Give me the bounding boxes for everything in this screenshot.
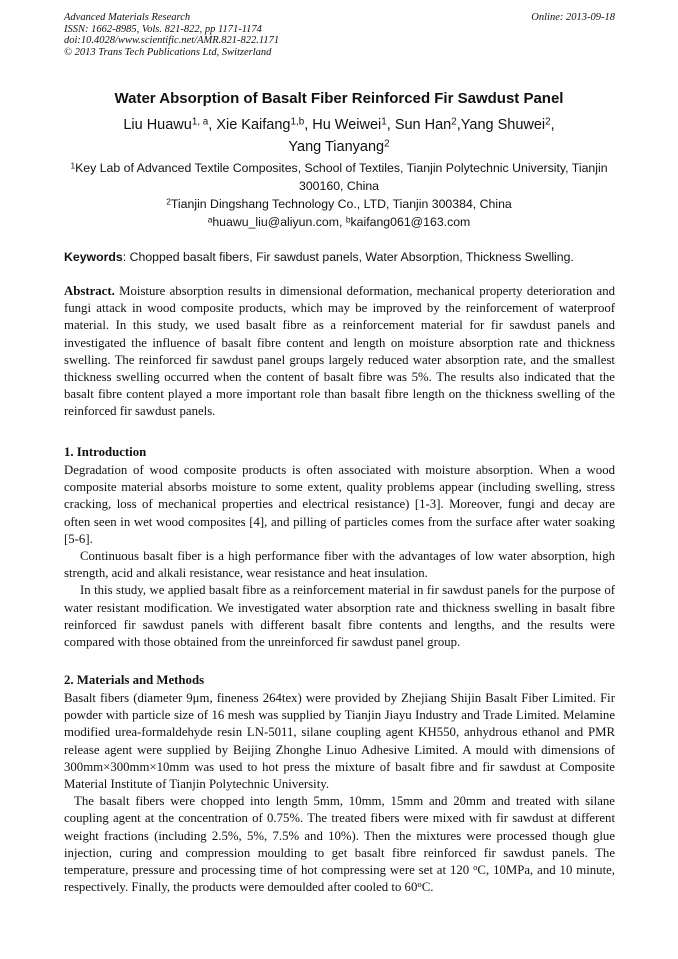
author-affil-mark: 1,b bbox=[290, 116, 305, 128]
affil-mark: 2 bbox=[166, 196, 171, 207]
email-line bbox=[60, 213, 618, 231]
journal-header bbox=[64, 12, 279, 58]
keywords-text: : Chopped basalt fibers, Fir sawdust panels, Water Absorption, Thickness Swelling. bbox=[122, 250, 574, 264]
author-affil-mark: 2 bbox=[545, 116, 551, 128]
paragraph: Basalt fibers (diameter 9μm, fineness 264tex) were provided by Zhejiang Shijin Basalt Fiber Limited. Fir powder with particle size of 16 mesh was supplied by Tianjin Jiayu Industry and Trade Limited. Melamine modified urea-formaldehyde resin LN-5011, silane coupling agent KH550, anhydrous ethanol and PMR release agent were supplied by Beijing Zhonghe Linuo Adhesive Limited. A mould with dimensions of 300mm×300mm×10mm was used to hot press the mixture of basalt fibre and fir sawdust at Composite Material Institute of Tianjin Polytechnic University. bbox=[64, 691, 615, 792]
author-affil-mark: 1, a bbox=[191, 116, 209, 128]
paragraph bbox=[64, 793, 615, 896]
affiliations bbox=[60, 159, 618, 231]
author-separator: , bbox=[550, 117, 555, 133]
affiliation-1 bbox=[60, 159, 618, 195]
email-b: kaifang061@163.com bbox=[350, 215, 471, 229]
paragraph-text: C, 10MPa, and 10 minute, respectively. Finally, the products were demoulded after cooled to 60 bbox=[64, 863, 615, 895]
author-list bbox=[40, 114, 638, 158]
abstract-text: Moisture absorption results in dimensional deformation, mechanical property deterioration and fungi attack in wood composite products, which may be improved by the reinforcement of waterproof material. In this study, we used basalt fibre as a reinforcement material for fir sawdust panels and investigated the influence of basalt fibre content and length on moisture absorption rate and thickness swelling. The reinforced fir sawdust panel groups largely reduced water absorption rate, and the smallest thickness swelling occurred when the content of basalt fibre was 5%. The results also indicated that the basalt fibre content played a more important role than basalt fibre length on the thickness swelling of the reinforced fir sawdust panels. bbox=[64, 284, 615, 419]
paragraph: Continuous basalt fiber is a high performance fiber with the advantages of low water absorption, high strength, acid and alkali resistance, wear resistance and heat insulation. bbox=[64, 549, 615, 581]
affil-text: Tianjin Dingshang Technology Co., LTD, Tianjin 300384, China bbox=[170, 197, 512, 211]
paragraph-text: The basalt fibers were chopped into length 5mm, 10mm, 15mm and 20mm and treated with silane coupling agent at the concentration of 0.75%. The treated fibers were mixed with fir sawdust at different weight fractions (including 2.5%, 5%, 7.5% and 10%). Then the mixtures were processed though glue injection, curing and compression moulding to get basalt fibre reinforced fir sawdust panels. The temperature, pressure and processing time of hot compressing were set at 120 bbox=[64, 794, 615, 878]
email-mark: b bbox=[345, 214, 351, 225]
abstract bbox=[64, 283, 615, 421]
methods-body bbox=[64, 690, 615, 896]
paragraph-text: C. bbox=[421, 880, 434, 895]
author-name: , Xie Kaifang bbox=[208, 117, 291, 133]
keywords bbox=[64, 248, 616, 266]
author-name: , Hu Weiwei bbox=[304, 117, 382, 133]
degree-mark: o bbox=[473, 862, 478, 873]
affiliation-2 bbox=[60, 195, 618, 213]
paragraph: In this study, we applied basalt fibre as a reinforcement material in fir sawdust panels for the purpose of water resistant modification. We investigated water absorption rate and thickness swelling in basalt fibre reinforced fir sawdust panels with different basalt fibre contents and lengths, and the results were compared with those obtained from the unreinforced fir sawdust panel group. bbox=[64, 583, 615, 650]
section-heading-introduction: 1. Introduction bbox=[64, 445, 147, 459]
doi-line: doi:10.4028/www.scientific.net/AMR.821-822.1171 bbox=[64, 35, 280, 46]
issn-line: ISSN: 1662-8985, Vols. 821-822, pp 1171-1174 bbox=[64, 23, 262, 35]
section-heading-materials-methods: 2. Materials and Methods bbox=[64, 673, 205, 687]
paper-title: Water Absorption of Basalt Fiber Reinforced Fir Sawdust Panel bbox=[114, 90, 564, 107]
paragraph: Degradation of wood composite products is often associated with moisture absorption. When a wood composite material absorbs moisture to some extent, quality problems appear (including swelling, stress cracking, loss of mechanical properties and electrical resistance) [1-3]. Moreover, fungi and decay are often seen in wet wood composites [4], and pilling of particles comes from the surface after water soaking [5-6]. bbox=[64, 463, 615, 546]
online-date: Online: 2013-09-18 bbox=[531, 12, 615, 23]
author-name: Liu Huawu bbox=[123, 117, 192, 133]
author-name: , Sun Han bbox=[386, 117, 452, 133]
author-affil-mark: 2 bbox=[451, 116, 457, 128]
introduction-body bbox=[64, 462, 615, 651]
abstract-label: Abstract. bbox=[64, 284, 115, 298]
keywords-label: Keywords bbox=[64, 250, 123, 264]
copyright-line: © 2013 Trans Tech Publications Ltd, Switzerland bbox=[64, 46, 272, 58]
author-name: ,Yang Shuwei bbox=[456, 117, 546, 133]
affil-mark: 1 bbox=[70, 160, 76, 171]
author-name: Yang Tianyang bbox=[288, 139, 385, 155]
author-affil-mark: 2 bbox=[384, 138, 390, 150]
email-a: huawu_liu@aliyun.com, bbox=[212, 215, 346, 229]
journal-name: Advanced Materials Research bbox=[64, 12, 191, 23]
degree-mark: o bbox=[417, 879, 422, 890]
affil-text: Key Lab of Advanced Textile Composites, School of Textiles, Tianjin Polytechnic University, Tianjin 300160, China bbox=[75, 161, 608, 193]
author-affil-mark: 1 bbox=[381, 116, 387, 128]
email-mark: a bbox=[207, 214, 213, 225]
